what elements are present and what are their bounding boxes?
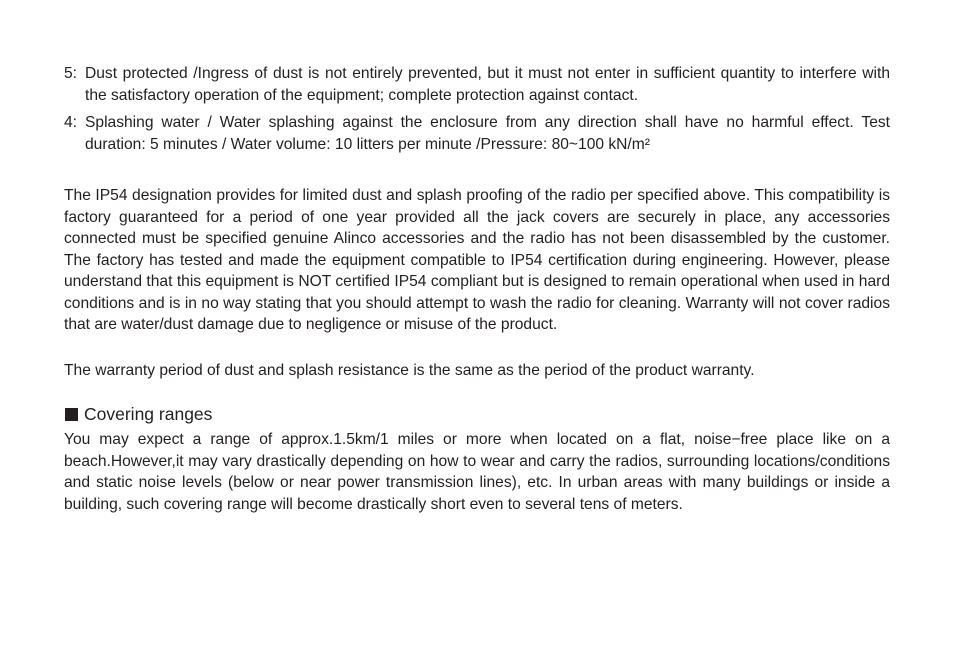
covering-ranges-heading (64, 403, 890, 425)
warranty-paragraph: The warranty period of dust and splash resistance is the same as the period of the product warranty. (64, 361, 755, 379)
rating-text: Splashing water / Water splashing against the enclosure from any direction shall have no harmful effect. Test duration: 5 minutes / Water volume: 10 litters per minute /Pressure: 80~100 kN/m² (85, 114, 890, 153)
black-square-icon (65, 408, 78, 421)
covering-ranges-body: You may expect a range of approx.1.5km/1 miles or more when located on a flat, noise−free place like on a beach.However,it may vary drastically depending on how to wear and carry the radios, surrounding locations/conditions and static noise levels (below or near power transmission lines), etc. In urban areas with many buildings or inside a building, such covering range will become drastically short even to several tens of meters. (64, 431, 890, 513)
rating-text: Dust protected /Ingress of dust is not entirely prevented, but it must not enter in sufficient quantity to interfere with the satisfactory operation of the equipment; complete protection against contact. (85, 65, 890, 104)
ip54-paragraph: The IP54 designation provides for limited dust and splash proofing of the radio per specified above. This compatibility is factory guaranteed for a period of one year provided all the jack covers are securely in place, any accessories connected must be specified genuine Alinco accessories and the radio has not been disassembled by the customer. The factory has tested and made the equipment compatible to IP54 certification during engineering. However, please understand that this equipment is NOT certified IP54 compliant but is designed to remain operational when used in hard conditions and is in no way stating that you should attempt to wash the radio for cleaning. Warranty will not cover radios that are water/dust damage due to negligence or misuse of the product. (64, 187, 890, 333)
section-heading-text: Covering ranges (84, 404, 213, 424)
rating-item-water (64, 112, 890, 155)
rating-marker: 5: (64, 65, 78, 82)
rating-item-dust (64, 63, 890, 106)
rating-marker: 4: (64, 114, 78, 131)
manual-page (64, 63, 890, 515)
